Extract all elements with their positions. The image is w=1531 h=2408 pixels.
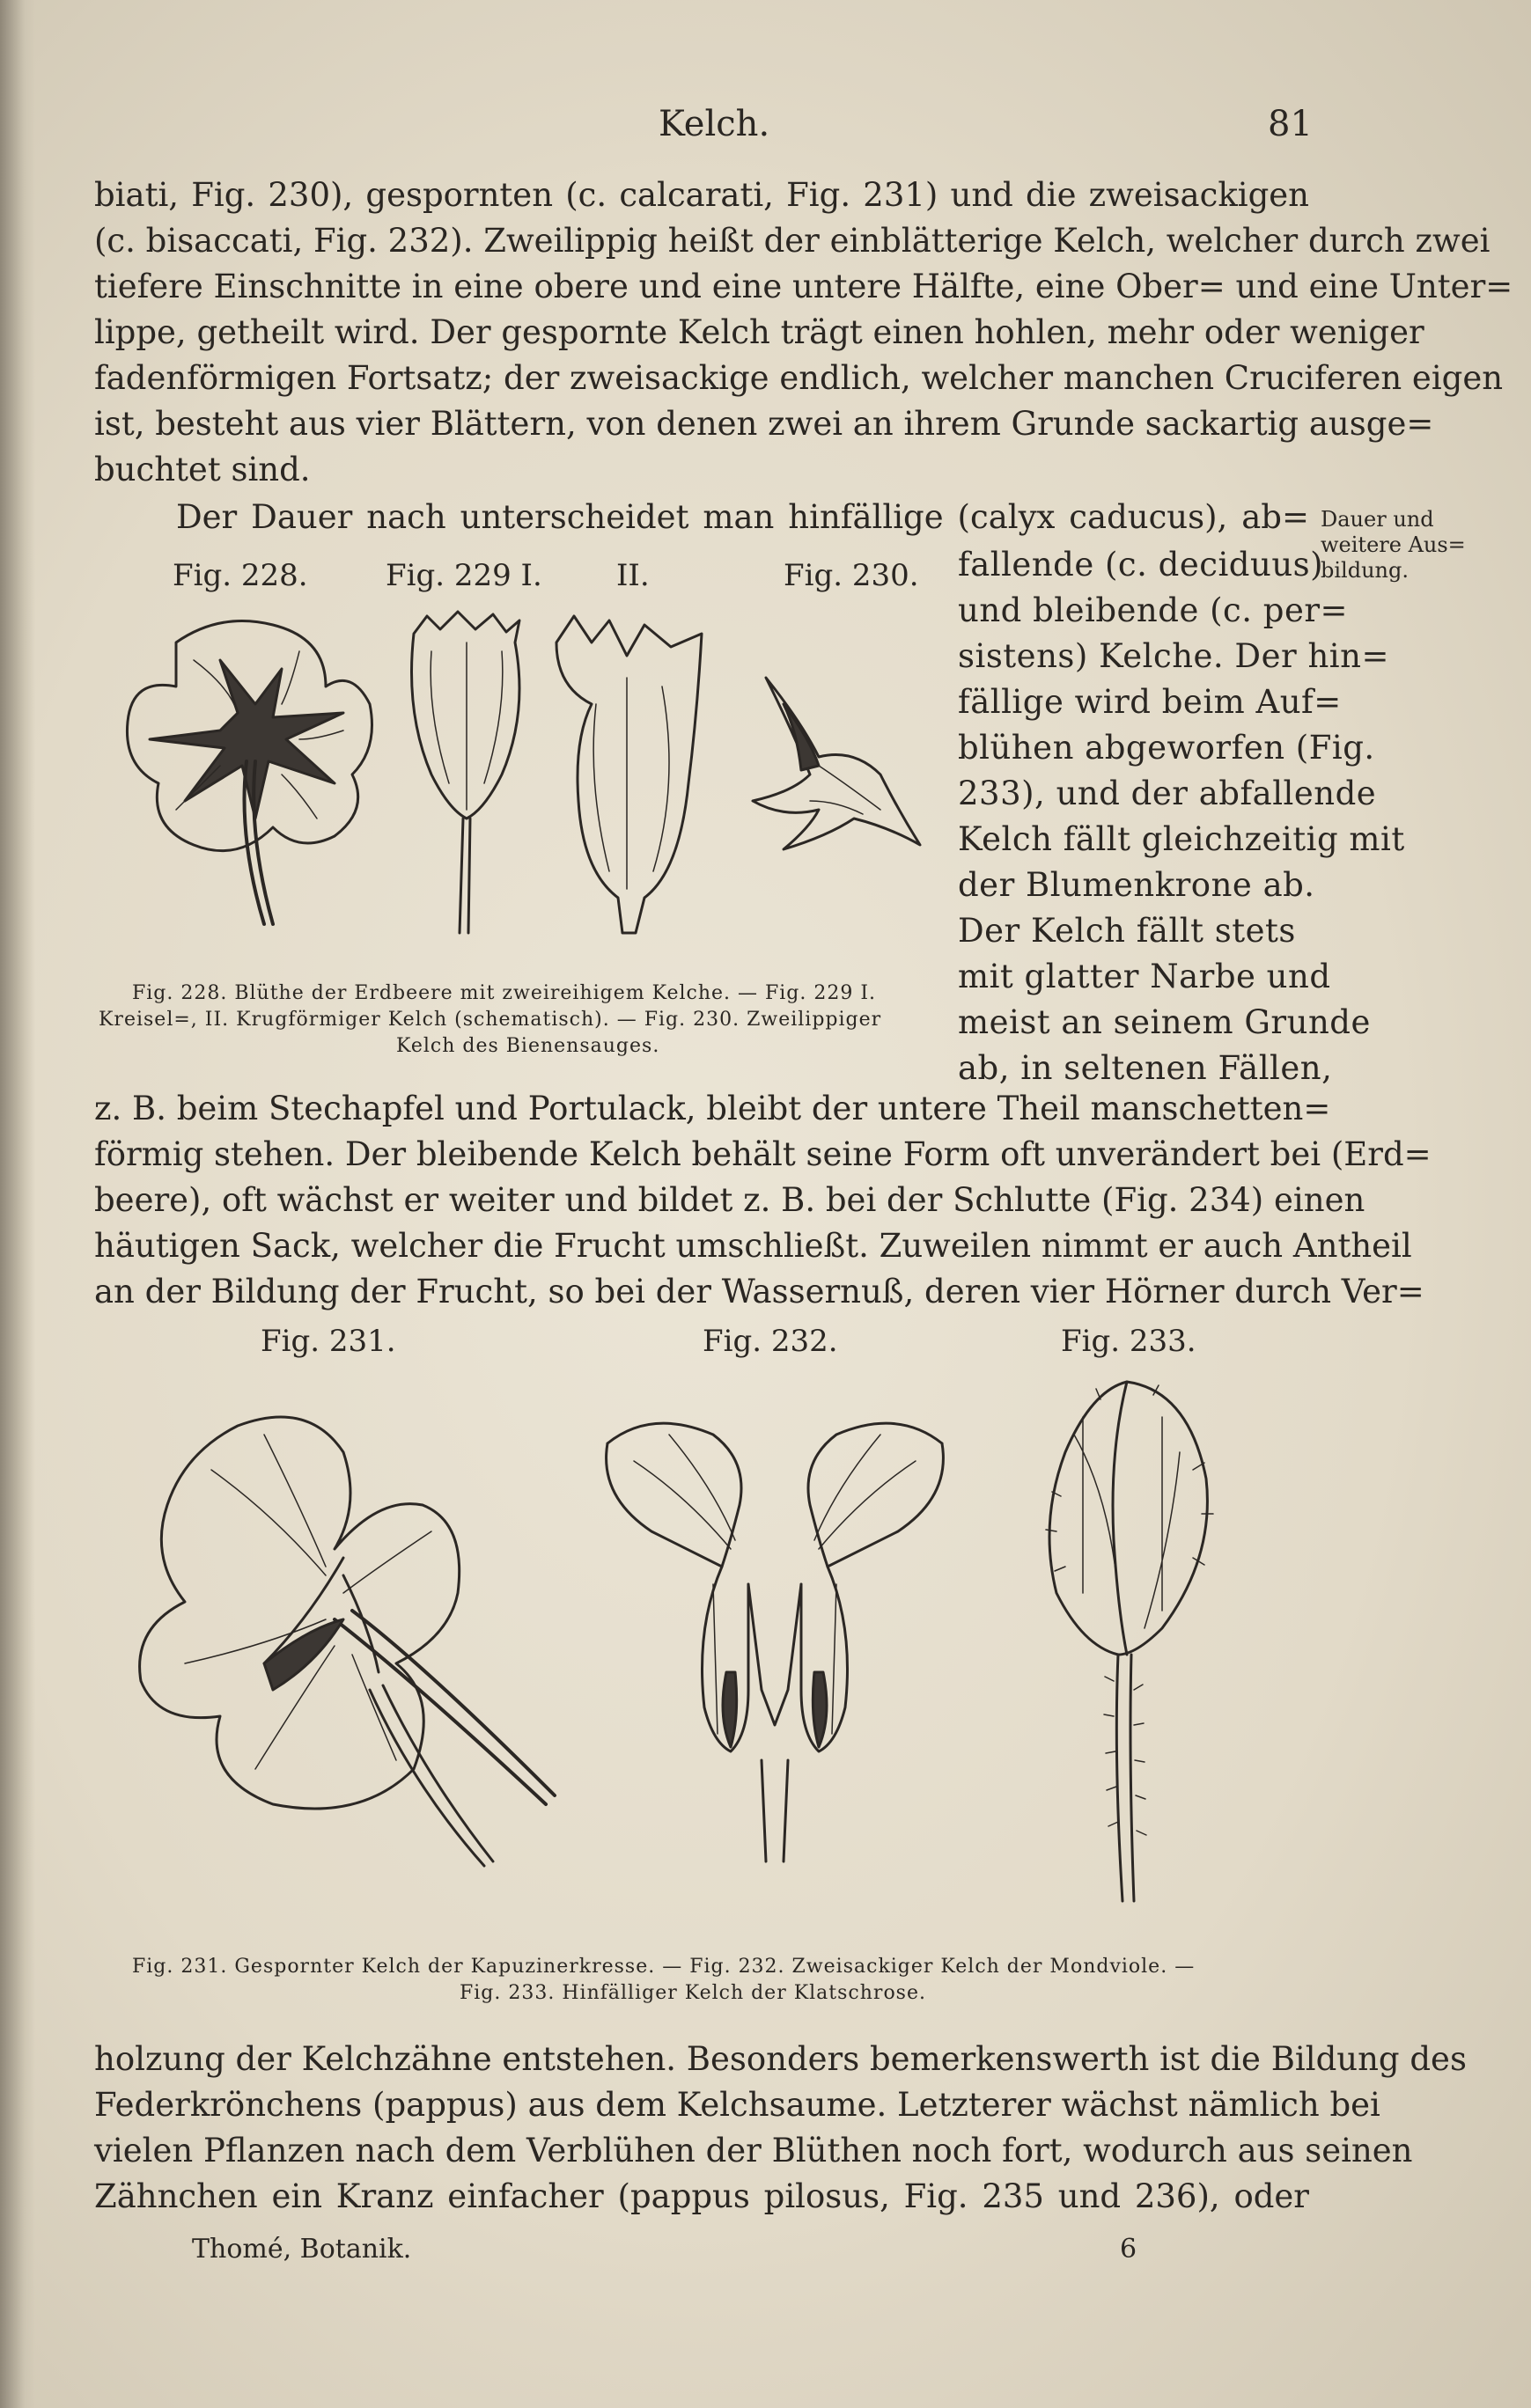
text-line: Der Kelch fällt stets — [958, 912, 1296, 950]
figure-label: Fig. 230. — [784, 558, 919, 593]
figure-label: Fig. 233. — [1061, 1324, 1196, 1359]
text-line: (c. bisaccati, Fig. 232). Zweilippig heißt der einblätterige Kelch, welcher durch zwei — [94, 222, 1491, 260]
text-line: meist an seinem Grunde — [958, 1003, 1371, 1041]
strawberry-flower-illustration — [88, 607, 440, 942]
text-line: ist, besteht aus vier Blättern, von denen zwei an ihrem Grunde sackartig ausge= — [94, 405, 1434, 443]
margin-note — [1321, 507, 1523, 584]
text-line: Federkrönchens (pappus) aus dem Kelchsaume. Letzterer wächst nämlich bei — [94, 2086, 1380, 2124]
text-line: sistens) Kelche. Der hin= — [958, 637, 1389, 675]
text-line: beere), oft wächst er weiter und bildet z. B. bei der Schlutte (Fig. 234) einen — [94, 1181, 1365, 1219]
text-line: buchtet sind. — [94, 451, 311, 488]
figure-label: Fig. 228. — [173, 558, 308, 593]
figure-caption: Fig. 233. Hinfälliger Kelch der Klatschrose. — [460, 1982, 926, 2004]
text-line: lippe, getheilt wird. Der gespornte Kelch trägt einen hohlen, mehr oder weniger — [94, 313, 1424, 351]
figure-caption: Fig. 231. Gespornter Kelch der Kapuzinerkresse. — Fig. 232. Zweisackiger Kelch der Mondviole. — — [132, 1956, 1196, 1978]
figure-label: Fig. 229 I. — [386, 558, 542, 593]
text-line: blühen abgeworfen (Fig. — [958, 729, 1375, 767]
running-head: Kelch. — [659, 104, 770, 144]
figure-caption: Kelch des Bienensauges. — [396, 1035, 660, 1057]
text-line: tiefere Einschnitte in eine obere und eine untere Hälfte, eine Ober= und eine Unter= — [94, 268, 1513, 305]
page-number: 81 — [1268, 104, 1313, 144]
poppy-bud-illustration — [1030, 1364, 1224, 1910]
text-line: fadenförmigen Fortsatz; der zweisackige endlich, welcher manchen Cruciferen eigen — [94, 359, 1504, 397]
figure-caption: Fig. 228. Blüthe der Erdbeere mit zweireihigem Kelche. — Fig. 229 I. — [132, 982, 877, 1004]
text-line: der Blumenkrone ab. — [958, 866, 1315, 904]
text-line: vielen Pflanzen nach dem Verblühen der Blüthen noch fort, wodurch aus seinen — [94, 2132, 1413, 2169]
text-line: z. B. beim Stechapfel und Portulack, bleibt der untere Theil manschetten= — [94, 1090, 1331, 1127]
page-gutter — [0, 0, 35, 2408]
text-line: mit glatter Narbe und — [958, 958, 1331, 995]
footer-sheet-number: 6 — [1120, 2234, 1137, 2265]
margin-note-line: Dauer und — [1321, 507, 1434, 532]
margin-note-line: bildung. — [1321, 558, 1409, 583]
text-line: ab, in seltenen Fällen, — [958, 1049, 1333, 1087]
text-line: an der Bildung der Frucht, so bei der Wassernuß, deren vier Hörner durch Ver= — [94, 1273, 1424, 1310]
two-lipped-calyx-illustration — [748, 669, 924, 863]
text-line: holzung der Kelchzähne entstehen. Besonders bemerkenswerth ist die Bildung des — [94, 2040, 1467, 2078]
figure-label: Fig. 232. — [703, 1324, 838, 1359]
margin-note-line: weitere Aus= — [1321, 532, 1466, 557]
text-line: häutigen Sack, welcher die Frucht umschließt. Zuweilen nimmt er auch Antheil — [94, 1227, 1412, 1265]
text-line: fallende (c. deciduus) — [958, 546, 1324, 584]
spurred-calyx-illustration — [132, 1399, 590, 1875]
two-saccate-calyx-illustration — [599, 1408, 951, 1866]
top-shaped-calyx-illustration — [396, 607, 537, 942]
footer-signature-line: Thomé, Botanik. — [192, 2234, 412, 2265]
figure-label: II. — [616, 558, 650, 593]
urn-shaped-calyx-illustration — [539, 607, 715, 942]
text-line: und bleibende (c. per= — [958, 591, 1349, 629]
text-line: Kelch fällt gleichzeitig mit — [958, 820, 1405, 858]
text-line: biati, Fig. 230), gespornten (c. calcarati, Fig. 231) und die zweisackigen — [94, 176, 1309, 214]
figure-caption: Kreisel=, II. Krugförmiger Kelch (schematisch). — Fig. 230. Zweilippiger — [99, 1009, 882, 1031]
text-line: fällige wird beim Auf= — [958, 683, 1342, 721]
text-line: 233), und der abfallende — [958, 775, 1377, 812]
text-line: Zähnchen ein Kranz einfacher (pappus pilosus, Fig. 235 und 236), oder — [94, 2177, 1309, 2215]
text-line: Der Dauer nach unterscheidet man hinfällige (calyx caducus), ab= — [176, 498, 1309, 536]
text-line: förmig stehen. Der bleibende Kelch behält seine Form oft unverändert bei (Erd= — [94, 1135, 1432, 1173]
figure-label: Fig. 231. — [261, 1324, 396, 1359]
